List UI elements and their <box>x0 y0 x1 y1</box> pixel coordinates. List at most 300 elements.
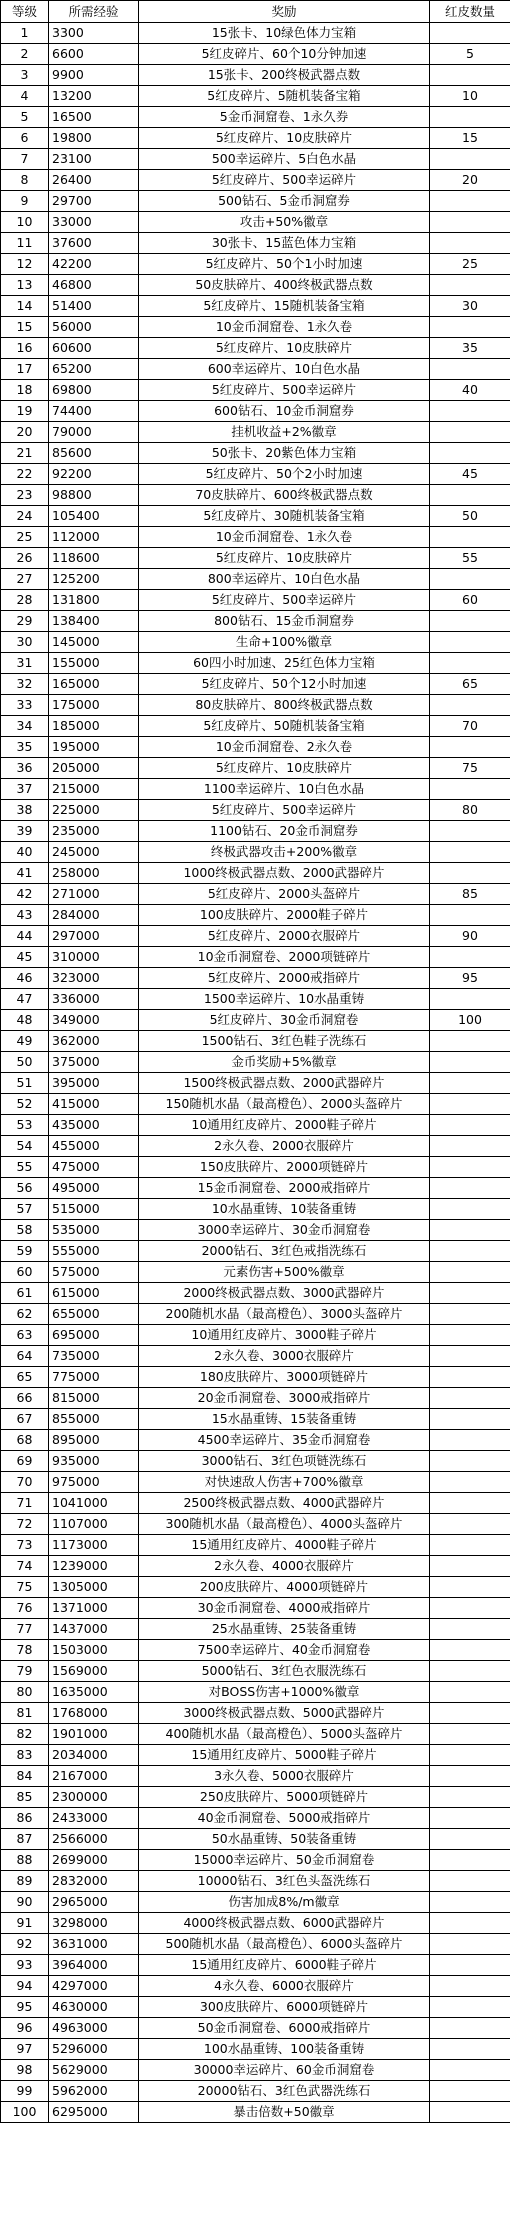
reward-cell: 200随机水晶（最高橙色）、3000头盔碎片 <box>139 1304 430 1325</box>
table-row <box>1 1304 510 1325</box>
level-cell: 87 <box>1 1829 49 1850</box>
exp-cell: 56000 <box>49 317 139 338</box>
table-body <box>1 23 510 2123</box>
table-row <box>1 380 510 401</box>
level-cell: 3 <box>1 65 49 86</box>
red-count-cell: 85 <box>430 884 510 905</box>
level-cell: 94 <box>1 1976 49 1997</box>
exp-cell: 475000 <box>49 1157 139 1178</box>
table-row <box>1 1913 510 1934</box>
level-cell: 48 <box>1 1010 49 1031</box>
table-row <box>1 758 510 779</box>
level-cell: 81 <box>1 1703 49 1724</box>
level-cell: 69 <box>1 1451 49 1472</box>
reward-cell: 200皮肤碎片、4000项链碎片 <box>139 1577 430 1598</box>
reward-cell: 伤害加成8%/m徽章 <box>139 1892 430 1913</box>
reward-cell: 5红皮碎片、30随机装备宝箱 <box>139 506 430 527</box>
table-row <box>1 842 510 863</box>
reward-cell: 5红皮碎片、30金币洞窟卷 <box>139 1010 430 1031</box>
level-cell: 19 <box>1 401 49 422</box>
level-cell: 15 <box>1 317 49 338</box>
red-count-cell <box>430 1955 510 1976</box>
table-row <box>1 1745 510 1766</box>
table-row <box>1 1136 510 1157</box>
reward-cell: 暴击倍数+50徽章 <box>139 2102 430 2123</box>
table-row <box>1 800 510 821</box>
level-cell: 97 <box>1 2039 49 2060</box>
red-count-cell: 75 <box>430 758 510 779</box>
red-count-cell <box>430 1745 510 1766</box>
level-cell: 34 <box>1 716 49 737</box>
exp-cell: 42200 <box>49 254 139 275</box>
exp-cell: 1107000 <box>49 1514 139 1535</box>
red-count-cell <box>430 1976 510 1997</box>
reward-cell: 30张卡、15蓝色体力宝箱 <box>139 233 430 254</box>
exp-cell: 2832000 <box>49 1871 139 1892</box>
table-row <box>1 1262 510 1283</box>
table-row <box>1 653 510 674</box>
exp-cell: 215000 <box>49 779 139 800</box>
red-count-cell <box>430 1073 510 1094</box>
exp-cell: 349000 <box>49 1010 139 1031</box>
red-count-cell <box>430 1892 510 1913</box>
level-cell: 56 <box>1 1178 49 1199</box>
exp-cell: 105400 <box>49 506 139 527</box>
exp-cell: 112000 <box>49 527 139 548</box>
exp-cell: 395000 <box>49 1073 139 1094</box>
reward-cell: 5红皮碎片、50个2小时加速 <box>139 464 430 485</box>
table-row <box>1 968 510 989</box>
reward-cell: 5红皮碎片、2000头盔碎片 <box>139 884 430 905</box>
level-cell: 29 <box>1 611 49 632</box>
reward-cell: 800钻石、15金币洞窟券 <box>139 611 430 632</box>
red-count-cell <box>430 1934 510 1955</box>
reward-cell: 5红皮碎片、10皮肤碎片 <box>139 338 430 359</box>
red-count-cell <box>430 2039 510 2060</box>
red-count-cell: 20 <box>430 170 510 191</box>
reward-cell: 3永久卷、5000衣服碎片 <box>139 1766 430 1787</box>
red-count-cell: 80 <box>430 800 510 821</box>
exp-cell: 125200 <box>49 569 139 590</box>
header-level: 等级 <box>1 1 49 23</box>
table-row <box>1 1073 510 1094</box>
reward-cell: 60四小时加速、25红色体力宝箱 <box>139 653 430 674</box>
exp-cell: 1768000 <box>49 1703 139 1724</box>
reward-cell: 4永久卷、6000衣服碎片 <box>139 1976 430 1997</box>
red-count-cell: 10 <box>430 86 510 107</box>
exp-cell: 1239000 <box>49 1556 139 1577</box>
level-cell: 25 <box>1 527 49 548</box>
reward-cell: 攻击+50%徽章 <box>139 212 430 233</box>
level-cell: 6 <box>1 128 49 149</box>
reward-cell: 10金币洞窟卷、1永久卷 <box>139 317 430 338</box>
exp-cell: 4630000 <box>49 1997 139 2018</box>
red-count-cell <box>430 1304 510 1325</box>
exp-cell: 225000 <box>49 800 139 821</box>
red-count-cell <box>430 1598 510 1619</box>
exp-cell: 1901000 <box>49 1724 139 1745</box>
table-row <box>1 926 510 947</box>
reward-cell: 5红皮碎片、500幸运碎片 <box>139 590 430 611</box>
red-count-cell <box>430 1031 510 1052</box>
red-count-cell <box>430 1262 510 1283</box>
reward-cell: 70皮肤碎片、600终极武器点数 <box>139 485 430 506</box>
level-cell: 31 <box>1 653 49 674</box>
table-row <box>1 1472 510 1493</box>
level-cell: 11 <box>1 233 49 254</box>
table-row <box>1 1976 510 1997</box>
table-row <box>1 359 510 380</box>
level-cell: 96 <box>1 2018 49 2039</box>
table-row <box>1 1241 510 1262</box>
red-count-cell <box>430 2102 510 2123</box>
level-cell: 71 <box>1 1493 49 1514</box>
reward-cell: 终极武器攻击+200%徽章 <box>139 842 430 863</box>
reward-cell: 3000钻石、3红色项链洗练石 <box>139 1451 430 1472</box>
level-cell: 88 <box>1 1850 49 1871</box>
table-row <box>1 44 510 65</box>
exp-cell: 29700 <box>49 191 139 212</box>
table-row <box>1 1409 510 1430</box>
level-cell: 41 <box>1 863 49 884</box>
reward-cell: 1500幸运碎片、10水晶重铸 <box>139 989 430 1010</box>
level-cell: 82 <box>1 1724 49 1745</box>
reward-cell: 5红皮碎片、500幸运碎片 <box>139 380 430 401</box>
table-row <box>1 1556 510 1577</box>
reward-cell: 10通用红皮碎片、2000鞋子碎片 <box>139 1115 430 1136</box>
table-row <box>1 275 510 296</box>
level-cell: 1 <box>1 23 49 44</box>
exp-cell: 138400 <box>49 611 139 632</box>
reward-cell: 5红皮碎片、50个12小时加速 <box>139 674 430 695</box>
reward-cell: 50皮肤碎片、400终极武器点数 <box>139 275 430 296</box>
table-row <box>1 401 510 422</box>
level-cell: 64 <box>1 1346 49 1367</box>
red-count-cell <box>430 1220 510 1241</box>
table-row <box>1 1892 510 1913</box>
level-cell: 13 <box>1 275 49 296</box>
exp-cell: 297000 <box>49 926 139 947</box>
red-count-cell <box>430 1136 510 1157</box>
exp-cell: 98800 <box>49 485 139 506</box>
table-row <box>1 1766 510 1787</box>
exp-cell: 695000 <box>49 1325 139 1346</box>
reward-cell: 1500终极武器点数、2000武器碎片 <box>139 1073 430 1094</box>
red-count-cell <box>430 1430 510 1451</box>
exp-cell: 5962000 <box>49 2081 139 2102</box>
table-row <box>1 128 510 149</box>
red-count-cell <box>430 1829 510 1850</box>
reward-cell: 50金币洞窟卷、6000戒指碎片 <box>139 2018 430 2039</box>
table-row <box>1 1346 510 1367</box>
level-cell: 65 <box>1 1367 49 1388</box>
red-count-cell <box>430 1997 510 2018</box>
exp-cell: 815000 <box>49 1388 139 1409</box>
level-cell: 76 <box>1 1598 49 1619</box>
level-cell: 33 <box>1 695 49 716</box>
red-count-cell: 35 <box>430 338 510 359</box>
exp-cell: 195000 <box>49 737 139 758</box>
red-count-cell <box>430 1493 510 1514</box>
exp-cell: 13200 <box>49 86 139 107</box>
red-count-cell <box>430 653 510 674</box>
table-row <box>1 254 510 275</box>
level-cell: 74 <box>1 1556 49 1577</box>
red-count-cell <box>430 65 510 86</box>
red-count-cell <box>430 821 510 842</box>
red-count-cell <box>430 233 510 254</box>
table-row <box>1 674 510 695</box>
exp-cell: 92200 <box>49 464 139 485</box>
level-cell: 30 <box>1 632 49 653</box>
reward-cell: 15000幸运碎片、50金币洞窟卷 <box>139 1850 430 1871</box>
exp-cell: 51400 <box>49 296 139 317</box>
table-row <box>1 296 510 317</box>
table-row <box>1 1283 510 1304</box>
reward-cell: 10水晶重铸、10装备重铸 <box>139 1199 430 1220</box>
reward-cell: 5红皮碎片、500幸运碎片 <box>139 170 430 191</box>
level-cell: 36 <box>1 758 49 779</box>
exp-cell: 5296000 <box>49 2039 139 2060</box>
level-cell: 18 <box>1 380 49 401</box>
reward-cell: 15水晶重铸、15装备重铸 <box>139 1409 430 1430</box>
level-cell: 26 <box>1 548 49 569</box>
level-cell: 83 <box>1 1745 49 1766</box>
exp-cell: 6295000 <box>49 2102 139 2123</box>
reward-cell: 15通用红皮碎片、5000鞋子碎片 <box>139 1745 430 1766</box>
table-row <box>1 1115 510 1136</box>
reward-cell: 10金币洞窟卷、2000项链碎片 <box>139 947 430 968</box>
exp-cell: 2566000 <box>49 1829 139 1850</box>
red-count-cell <box>430 2018 510 2039</box>
table-row <box>1 1850 510 1871</box>
red-count-cell <box>430 1472 510 1493</box>
exp-cell: 235000 <box>49 821 139 842</box>
red-count-cell <box>430 1913 510 1934</box>
red-count-cell <box>430 317 510 338</box>
red-count-cell: 60 <box>430 590 510 611</box>
reward-cell: 对快速敌人伤害+700%徽章 <box>139 1472 430 1493</box>
level-cell: 90 <box>1 1892 49 1913</box>
exp-cell: 19800 <box>49 128 139 149</box>
exp-cell: 155000 <box>49 653 139 674</box>
red-count-cell: 90 <box>430 926 510 947</box>
exp-cell: 145000 <box>49 632 139 653</box>
exp-cell: 165000 <box>49 674 139 695</box>
red-count-cell <box>430 1409 510 1430</box>
table-row <box>1 1577 510 1598</box>
red-count-cell <box>430 1346 510 1367</box>
reward-cell: 100水晶重铸、100装备重铸 <box>139 2039 430 2060</box>
header-row <box>1 1 510 23</box>
exp-cell: 284000 <box>49 905 139 926</box>
reward-cell: 50水晶重铸、50装备重铸 <box>139 1829 430 1850</box>
level-cell: 91 <box>1 1913 49 1934</box>
table-row <box>1 1325 510 1346</box>
table-row <box>1 149 510 170</box>
table-row <box>1 1640 510 1661</box>
reward-cell: 2000终极武器点数、3000武器碎片 <box>139 1283 430 1304</box>
reward-cell: 5红皮碎片、2000戒指碎片 <box>139 968 430 989</box>
red-count-cell: 100 <box>430 1010 510 1031</box>
level-cell: 35 <box>1 737 49 758</box>
reward-cell: 5000钻石、3红色衣服洗练石 <box>139 1661 430 1682</box>
exp-cell: 1635000 <box>49 1682 139 1703</box>
red-count-cell <box>430 23 510 44</box>
red-count-cell: 55 <box>430 548 510 569</box>
reward-cell: 5红皮碎片、5随机装备宝箱 <box>139 86 430 107</box>
reward-cell: 7500幸运碎片、40金币洞窟卷 <box>139 1640 430 1661</box>
level-cell: 8 <box>1 170 49 191</box>
table-row <box>1 1955 510 1976</box>
red-count-cell <box>430 1871 510 1892</box>
level-cell: 57 <box>1 1199 49 1220</box>
table-row <box>1 1031 510 1052</box>
level-cell: 68 <box>1 1430 49 1451</box>
level-cell: 44 <box>1 926 49 947</box>
table-row <box>1 1682 510 1703</box>
red-count-cell <box>430 1094 510 1115</box>
level-cell: 27 <box>1 569 49 590</box>
exp-cell: 555000 <box>49 1241 139 1262</box>
exp-cell: 2433000 <box>49 1808 139 1829</box>
reward-cell: 2永久卷、2000衣服碎片 <box>139 1136 430 1157</box>
reward-cell: 元素伤害+500%徽章 <box>139 1262 430 1283</box>
level-cell: 62 <box>1 1304 49 1325</box>
level-cell: 37 <box>1 779 49 800</box>
red-count-cell <box>430 1325 510 1346</box>
table-row <box>1 779 510 800</box>
level-cell: 51 <box>1 1073 49 1094</box>
level-cell: 78 <box>1 1640 49 1661</box>
table-row <box>1 2081 510 2102</box>
reward-cell: 100皮肤碎片、2000鞋子碎片 <box>139 905 430 926</box>
reward-cell: 10000钻石、3红色头盔洗练石 <box>139 1871 430 1892</box>
red-count-cell <box>430 1199 510 1220</box>
exp-cell: 495000 <box>49 1178 139 1199</box>
red-count-cell <box>430 1115 510 1136</box>
table-row <box>1 1220 510 1241</box>
table-row <box>1 464 510 485</box>
exp-cell: 3964000 <box>49 1955 139 1976</box>
table-row <box>1 65 510 86</box>
table-row <box>1 506 510 527</box>
exp-cell: 2300000 <box>49 1787 139 1808</box>
exp-cell: 4297000 <box>49 1976 139 1997</box>
reward-cell: 15金币洞窟卷、2000戒指碎片 <box>139 1178 430 1199</box>
table-row <box>1 1178 510 1199</box>
exp-cell: 515000 <box>49 1199 139 1220</box>
exp-cell: 1041000 <box>49 1493 139 1514</box>
red-count-cell <box>430 149 510 170</box>
level-cell: 93 <box>1 1955 49 1976</box>
table-row <box>1 695 510 716</box>
exp-cell: 1569000 <box>49 1661 139 1682</box>
level-cell: 79 <box>1 1661 49 1682</box>
level-cell: 38 <box>1 800 49 821</box>
level-cell: 53 <box>1 1115 49 1136</box>
reward-cell: 800幸运碎片、10白色水晶 <box>139 569 430 590</box>
exp-cell: 3298000 <box>49 1913 139 1934</box>
reward-cell: 3000幸运碎片、30金币洞窟卷 <box>139 1220 430 1241</box>
table-row <box>1 170 510 191</box>
red-count-cell <box>430 1850 510 1871</box>
table-row <box>1 338 510 359</box>
reward-cell: 2永久卷、4000衣服碎片 <box>139 1556 430 1577</box>
table-row <box>1 317 510 338</box>
reward-cell: 5金币洞窟卷、1永久券 <box>139 107 430 128</box>
level-cell: 50 <box>1 1052 49 1073</box>
level-cell: 10 <box>1 212 49 233</box>
level-cell: 73 <box>1 1535 49 1556</box>
red-count-cell <box>430 1451 510 1472</box>
exp-cell: 85600 <box>49 443 139 464</box>
red-count-cell <box>430 1682 510 1703</box>
level-cell: 40 <box>1 842 49 863</box>
red-count-cell: 70 <box>430 716 510 737</box>
red-count-cell <box>430 527 510 548</box>
table-row <box>1 1493 510 1514</box>
level-cell: 86 <box>1 1808 49 1829</box>
exp-cell: 1503000 <box>49 1640 139 1661</box>
table-row <box>1 863 510 884</box>
table-row <box>1 212 510 233</box>
table-row <box>1 23 510 44</box>
exp-cell: 33000 <box>49 212 139 233</box>
exp-cell: 37600 <box>49 233 139 254</box>
table-row <box>1 107 510 128</box>
level-cell: 54 <box>1 1136 49 1157</box>
exp-cell: 615000 <box>49 1283 139 1304</box>
exp-cell: 535000 <box>49 1220 139 1241</box>
exp-cell: 1371000 <box>49 1598 139 1619</box>
exp-cell: 60600 <box>49 338 139 359</box>
table-row <box>1 1661 510 1682</box>
exp-cell: 205000 <box>49 758 139 779</box>
reward-cell: 15通用红皮碎片、6000鞋子碎片 <box>139 1955 430 1976</box>
exp-cell: 362000 <box>49 1031 139 1052</box>
table-row <box>1 2102 510 2123</box>
red-count-cell <box>430 1157 510 1178</box>
level-cell: 16 <box>1 338 49 359</box>
red-count-cell <box>430 1241 510 1262</box>
table-row <box>1 1514 510 1535</box>
red-count-cell <box>430 1283 510 1304</box>
level-cell: 4 <box>1 86 49 107</box>
red-count-cell <box>430 1388 510 1409</box>
level-cell: 89 <box>1 1871 49 1892</box>
level-cell: 17 <box>1 359 49 380</box>
level-cell: 5 <box>1 107 49 128</box>
reward-cell: 25水晶重铸、25装备重铸 <box>139 1619 430 1640</box>
exp-cell: 46800 <box>49 275 139 296</box>
level-cell: 28 <box>1 590 49 611</box>
table-row <box>1 2018 510 2039</box>
reward-cell: 2500终极武器点数、4000武器碎片 <box>139 1493 430 1514</box>
reward-cell: 600钻石、10金币洞窟券 <box>139 401 430 422</box>
red-count-cell: 65 <box>430 674 510 695</box>
reward-cell: 500随机水晶（最高橙色）、6000头盔碎片 <box>139 1934 430 1955</box>
table-row <box>1 1703 510 1724</box>
red-count-cell <box>430 1535 510 1556</box>
exp-cell: 65200 <box>49 359 139 380</box>
table-row <box>1 989 510 1010</box>
red-count-cell <box>430 611 510 632</box>
reward-cell: 1100钻石、20金币洞窟券 <box>139 821 430 842</box>
exp-cell: 415000 <box>49 1094 139 1115</box>
level-cell: 70 <box>1 1472 49 1493</box>
exp-cell: 3300 <box>49 23 139 44</box>
